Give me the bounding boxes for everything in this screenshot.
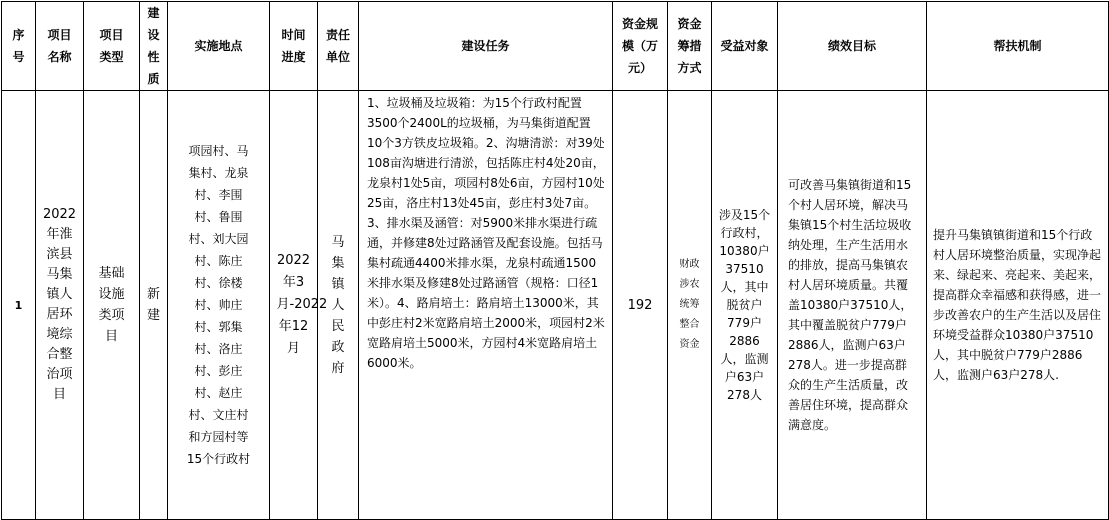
header-funding: 资金筹措方式 bbox=[668, 2, 712, 91]
header-name: 项目名称 bbox=[36, 2, 84, 91]
cell-schedule: 2022年3月-2022年12月 bbox=[270, 91, 318, 520]
table-row bbox=[2, 91, 1109, 520]
cell-mechanism: 提升马集镇镇街道和15个行政村人居环境整治质量，实现净起来、绿起来、亮起来、美起来，提高群众幸福感和获得感，进一步改善农户的生产生活以及居住环境受益群众10380户37510人，其中脱贫户779户2886人，监测户63户278人. bbox=[927, 91, 1109, 520]
cell-beneficiary: 涉及15个行政村，10380户37510人，其中脱贫户779户2886人，监测户63户278人 bbox=[712, 91, 778, 520]
cell-unit: 马集镇人民政府 bbox=[318, 91, 359, 520]
header-goal: 绩效目标 bbox=[778, 2, 927, 91]
cell-project-name: 2022年淮滨县马集镇人居环境综合整治项目 bbox=[36, 91, 84, 520]
header-type: 项目类型 bbox=[84, 2, 140, 91]
cell-nature: 新建 bbox=[140, 91, 168, 520]
header-location: 实施地点 bbox=[168, 2, 270, 91]
cell-funding: 财政涉农统筹整合资金 bbox=[668, 91, 712, 520]
cell-no: 1 bbox=[2, 91, 36, 520]
cell-project-type: 基础设施类项目 bbox=[84, 91, 140, 520]
header-mechanism: 帮扶机制 bbox=[927, 2, 1109, 91]
header-task: 建设任务 bbox=[359, 2, 613, 91]
header-row bbox=[2, 2, 1109, 91]
header-beneficiary: 受益对象 bbox=[712, 2, 778, 91]
cell-task: 1、垃圾桶及垃圾箱：为15个行政村配置3500个2400L的垃圾桶，为马集街道配置10个3方铁皮垃圾箱。2、沟塘清淤：对39处108亩沟塘进行清淤，包括陈庄村4处20亩，龙泉村1处5亩，项园村8处6亩，方园村10处25亩，洛庄村13处45亩，彭庄村3处7亩。 3、排水渠及涵管：对5900米排水渠进行疏通，并修建8处过路涵管及配套设施。包括马集村疏通4400米排水渠，龙泉村疏通1500米排水渠及修建8处过路涵管（规格：口径1米）。4、路肩培土：路肩培土13000米，其中彭庄村2米宽路肩培土2000米，项园村2米宽路肩培土5000米，方园村4米宽路肩培土6000米。 bbox=[359, 91, 613, 520]
header-unit: 责任单位 bbox=[318, 2, 359, 91]
cell-goal: 可改善马集镇街道和15个村人居环境，解决马集镇15个村生活垃圾收纳处理，生产生活用水的排放，提高马集镇农村人居环境质量。共覆盖10380户37510人，其中覆盖脱贫户779户2886人，监测户63户278人。进一步提高群众的生产生活质量，改善居住环境，提高群众满意度。 bbox=[778, 91, 927, 520]
project-table bbox=[1, 1, 1109, 520]
header-nature: 建设性质 bbox=[140, 2, 168, 91]
header-schedule: 时间进度 bbox=[270, 2, 318, 91]
cell-amount: 192 bbox=[613, 91, 668, 520]
cell-location: 项园村、马集村、龙泉村、李围村、鲁围村、刘大园村、陈庄村、徐楼村、帅庄村、郭集村、洛庄村、彭庄村、赵庄村、文庄村和方园村等15个行政村 bbox=[168, 91, 270, 520]
header-amount: 资金规模（万元） bbox=[613, 2, 668, 91]
header-no: 序号 bbox=[2, 2, 36, 91]
